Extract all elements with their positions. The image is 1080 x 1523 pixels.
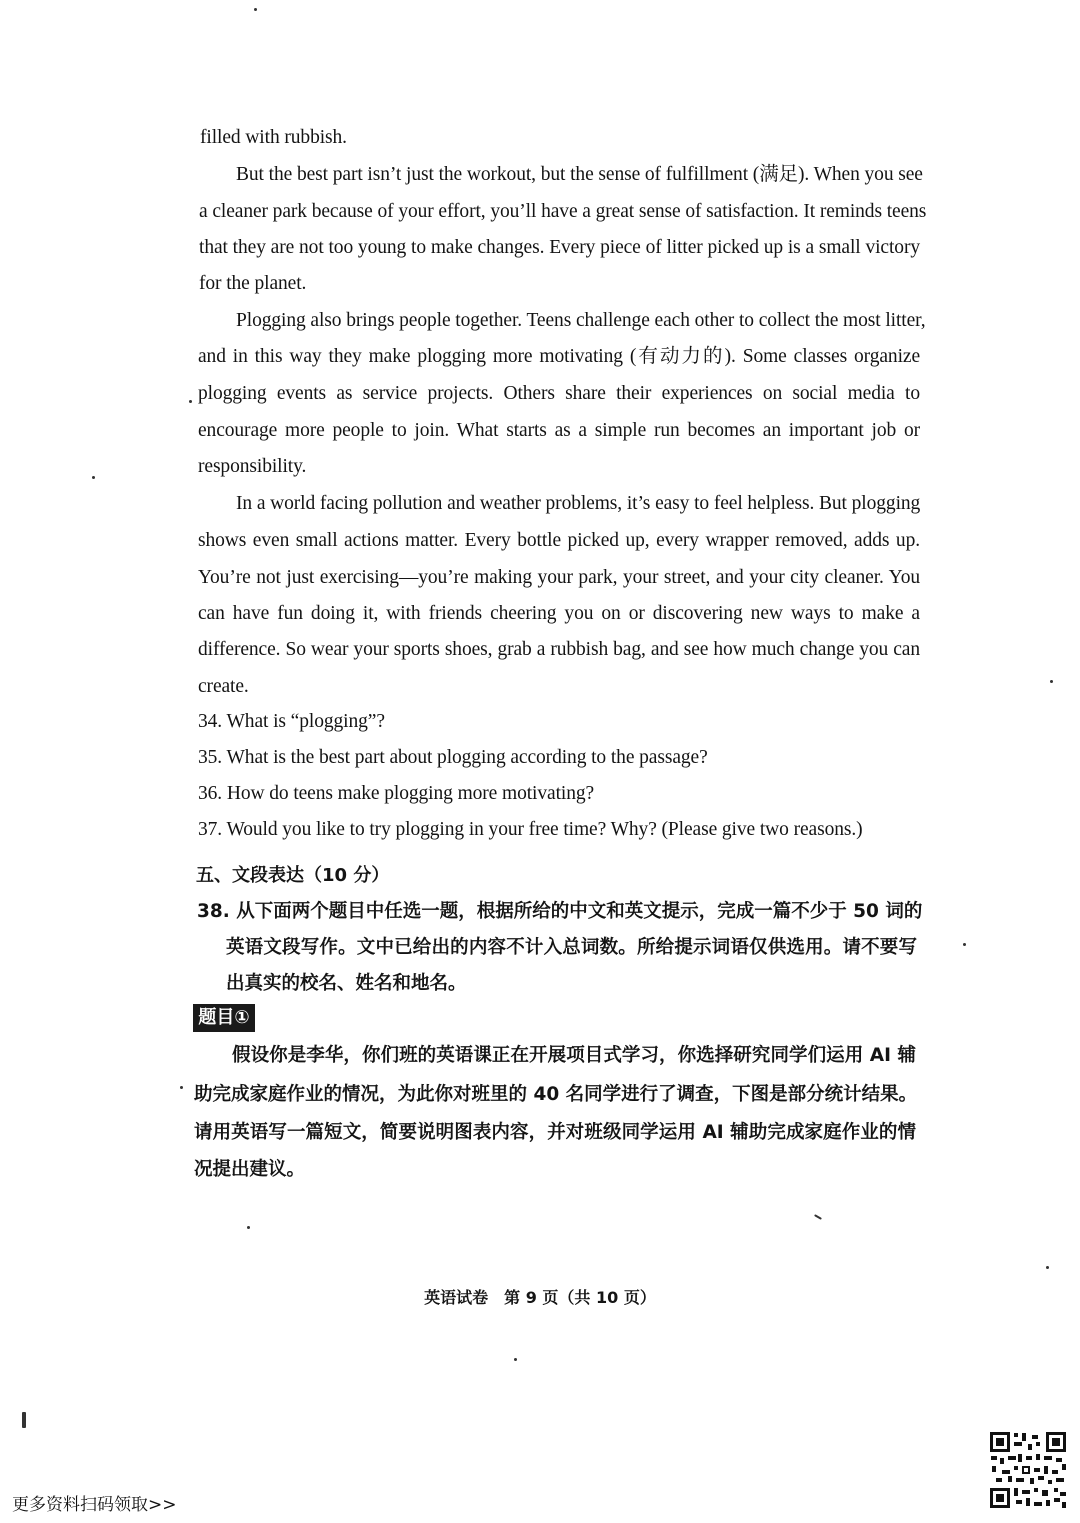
passage-line: You’re not just exercising—you’re making your park, your street, and your city cleaner. You xyxy=(198,567,920,588)
passage-line: create. xyxy=(198,676,249,697)
question-35: 35. What is the best part about plogging according to the passage? xyxy=(198,747,708,768)
passage-line: for the planet. xyxy=(199,273,307,294)
topic-line: 请用英语写一篇短文，简要说明图表内容，并对班级同学运用 AI 辅助完成家庭作业的情 xyxy=(194,1122,916,1143)
scan-speck xyxy=(180,1086,183,1089)
scan-speck xyxy=(92,476,95,479)
promo-text: 更多资料扫码领取>> xyxy=(12,1495,177,1515)
scan-speck xyxy=(514,1358,517,1361)
topic-line: 况提出建议。 xyxy=(194,1159,306,1180)
topic-line: 助完成家庭作业的情况，为此你对班里的 40 名同学进行了调查，下图是部分统计结果。 xyxy=(194,1084,918,1105)
scan-speck xyxy=(22,1412,26,1428)
topic-line: 假设你是李华，你们班的英语课正在开展项目式学习，你选择研究同学们运用 AI 辅 xyxy=(232,1045,916,1066)
passage-line: a cleaner park because of your effort, you’ll have a great sense of satisfaction. It reminds teens xyxy=(199,201,927,222)
passage-line: and in this way they make plogging more motivating (有动力的). Some classes organize xyxy=(198,346,920,367)
passage-line: difference. So wear your sports shoes, grab a rubbish bag, and see how much change you can xyxy=(198,639,920,660)
topic-label: 题目① xyxy=(193,1004,255,1032)
passage-line: encourage more people to join. What starts as a simple run becomes an important job or xyxy=(198,420,920,441)
passage-line: filled with rubbish. xyxy=(200,127,347,148)
section-heading: 五、文段表达（10 分） xyxy=(196,865,390,886)
scan-speck xyxy=(247,1226,250,1229)
question-36: 36. How do teens make plogging more motivating? xyxy=(198,783,595,804)
scan-speck xyxy=(814,1214,822,1220)
scan-speck xyxy=(963,943,966,946)
passage-line: In a world facing pollution and weather problems, it’s easy to feel helpless. But plogging xyxy=(236,493,921,514)
passage-line: plogging events as service projects. Others share their experiences on social media to xyxy=(198,383,920,404)
page-footer: 英语试卷 第 9 页（共 10 页） xyxy=(424,1288,656,1307)
question-38-line: 英语文段写作。文中已给出的内容不计入总词数。所给提示词语仅供选用。请不要写 xyxy=(226,937,917,958)
scan-speck xyxy=(1046,1266,1049,1269)
question-34: 34. What is “plogging”? xyxy=(198,711,385,732)
passage-line: But the best part isn’t just the workout, but the sense of fulfillment (满足). When you see xyxy=(236,164,923,185)
scan-speck xyxy=(1050,680,1053,683)
passage-line: shows even small actions matter. Every bottle picked up, every wrapper removed, adds up. xyxy=(198,530,920,551)
question-37: 37. Would you like to try plogging in your free time? Why? (Please give two reasons.) xyxy=(198,819,863,840)
passage-line: that they are not too young to make changes. Every piece of litter picked up is a small victory xyxy=(199,237,920,258)
question-38-line: 出真实的校名、姓名和地名。 xyxy=(226,973,467,994)
passage-line: responsibility. xyxy=(198,456,307,477)
question-38-line: 38. 从下面两个题目中任选一题，根据所给的中文和英文提示，完成一篇不少于 50 词的 xyxy=(197,901,923,922)
scan-speck xyxy=(189,400,192,403)
qr-code-icon[interactable] xyxy=(988,1430,1068,1510)
passage-line: Plogging also brings people together. Teens challenge each other to collect the most litter, xyxy=(236,310,926,331)
scan-speck xyxy=(254,8,257,11)
passage-line: can have fun doing it, with friends cheering you on or discovering new ways to make a xyxy=(198,603,920,624)
